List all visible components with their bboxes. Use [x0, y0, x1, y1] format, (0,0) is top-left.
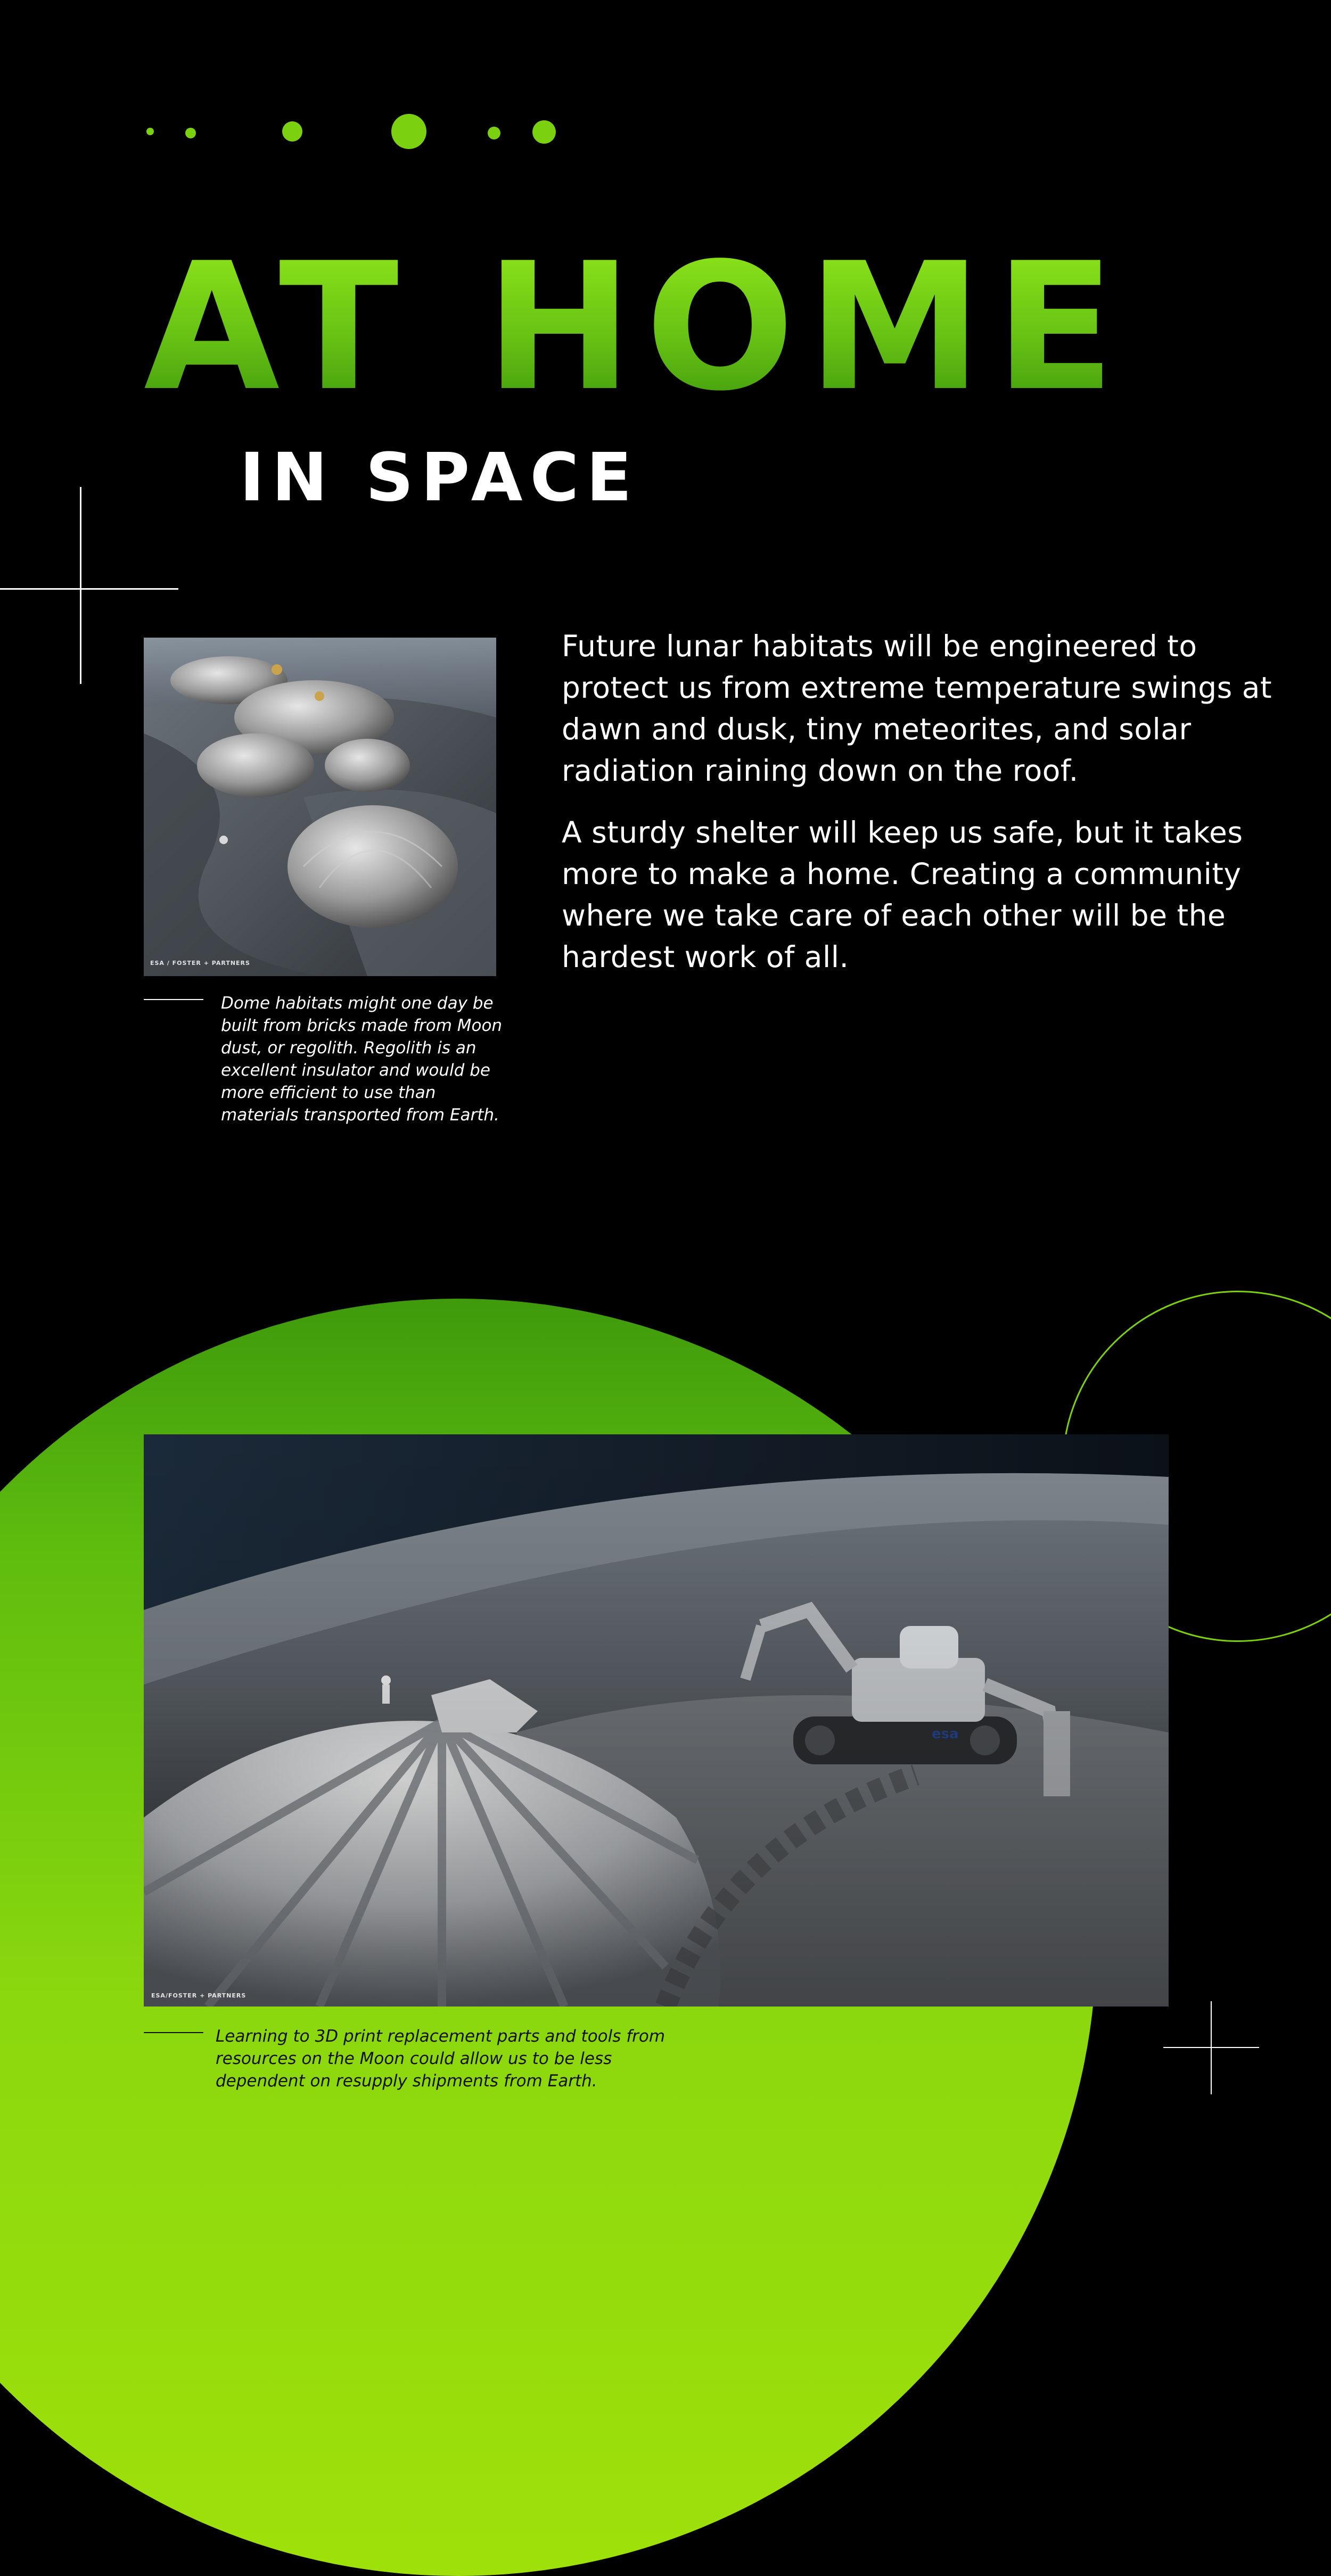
- decorative-dot: [391, 114, 426, 149]
- decorative-dot: [532, 120, 556, 144]
- caption-rule: [144, 2032, 203, 2033]
- dome-habitat-image: [144, 638, 496, 976]
- 3d-printing-rover-image: [144, 1434, 1169, 2007]
- figure-1-caption: Dome habitats might one day be built from bricks made from Moon dust, or regolith. Regolith is an excellent insulator and would be more efficient to use than materials transported from Earth.: [221, 994, 503, 1125]
- page-title: AT HOME: [144, 225, 1128, 430]
- image-credit: ESA/FOSTER + PARTNERS: [151, 1992, 247, 1999]
- caption-rule: [144, 999, 203, 1000]
- page-subtitle: IN SPACE: [240, 439, 639, 516]
- intro-text: [562, 625, 1286, 998]
- crosshair-decoration: [1163, 2001, 1259, 2097]
- intro-paragraph-2: A sturdy shelter will keep us safe, but it takes more to make a home. Creating a community where we take care of each other will be the hardest work of all.: [562, 815, 1243, 974]
- decorative-dot: [282, 121, 302, 142]
- decorative-dot: [488, 127, 500, 139]
- esa-logo: esa: [932, 1726, 959, 1742]
- image-credit: ESA / FOSTER + PARTNERS: [150, 960, 250, 967]
- figure-2-caption: Learning to 3D print replacement parts and tools from resources on the Moon could allow us to be less dependent on resupply shipments from Earth.: [216, 2027, 666, 2091]
- decorative-dot: [185, 128, 196, 138]
- intro-paragraph-1: Future lunar habitats will be engineered to protect us from extreme temperature swings at dawn and dusk, tiny meteorites, and solar radiation raining down on the roof.: [562, 629, 1272, 788]
- decorative-dot: [146, 128, 154, 135]
